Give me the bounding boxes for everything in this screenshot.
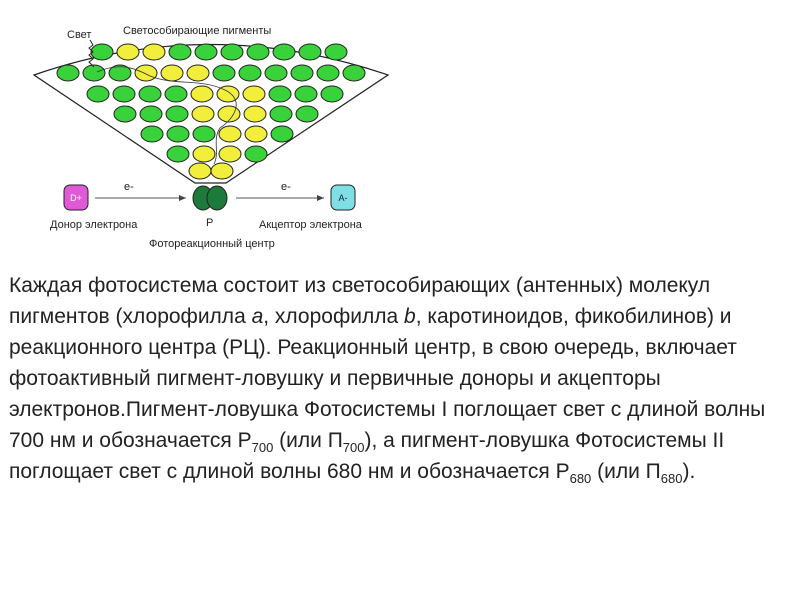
reaction-center-symbol: P xyxy=(206,217,214,229)
pigment-molecule xyxy=(265,65,287,81)
pigment-molecule xyxy=(219,146,241,162)
pigment-molecule xyxy=(117,44,139,60)
subscript-p680: 680 xyxy=(569,471,592,486)
pigment-molecule xyxy=(299,44,321,60)
pigment-molecule xyxy=(271,126,293,142)
pigment-molecule xyxy=(245,146,267,162)
pigment-molecule xyxy=(219,126,241,142)
pigment-molecule xyxy=(343,65,365,81)
text-part-2: , хлорофилла xyxy=(263,305,404,328)
pigment-molecule xyxy=(273,44,295,60)
pigment-molecule xyxy=(140,106,162,122)
pigment-molecule xyxy=(114,106,136,122)
reaction-center-right xyxy=(207,186,227,210)
pigment-molecule xyxy=(269,86,291,102)
pigment-molecule xyxy=(166,106,188,122)
subscript-p700: 700 xyxy=(251,440,274,455)
acceptor-symbol: A- xyxy=(338,193,348,203)
text-part-6: (или П xyxy=(591,460,661,483)
pigment-molecule xyxy=(295,86,317,102)
pigment-molecule xyxy=(325,44,347,60)
pigment-molecule xyxy=(187,65,209,81)
donor-symbol: D+ xyxy=(70,193,82,203)
pigment-molecule xyxy=(169,44,191,60)
pigment-molecule xyxy=(189,163,211,179)
pigment-molecule xyxy=(191,86,213,102)
pigment-molecule xyxy=(218,106,240,122)
text-part-3: , каротиноидов, фикобилинов) и реакционного центра (РЦ). Реакционный центр, в свою очередь, включает фотоактивный пигмент-ловушку и первичные доноры и акцепторы электронов.Пигмент-ловушка Фотосистемы I поглощает свет с длиной волны 700 нм и обозначается Р xyxy=(9,305,766,452)
donor-label: Донор электрона xyxy=(50,219,138,231)
pigment-molecule xyxy=(321,86,343,102)
pigment-molecule xyxy=(141,126,163,142)
pigment-molecule xyxy=(139,86,161,102)
subscript-pi680: 680 xyxy=(660,471,683,486)
pigment-molecule xyxy=(161,65,183,81)
pigment-molecule xyxy=(243,86,265,102)
pigment-molecule xyxy=(192,106,214,122)
pigment-molecule xyxy=(91,44,113,60)
pigment-molecule xyxy=(83,65,105,81)
text-part-1: Каждая фотосистема состоит из светособирающих (антенных) молекул пигментов (хлорофилла xyxy=(9,274,711,328)
light-label: Свет xyxy=(67,29,92,41)
pigment-molecule xyxy=(57,65,79,81)
pigments-label: Светособирающие пигменты xyxy=(123,25,272,37)
electron-label-left: e- xyxy=(124,181,134,193)
subscript-pi700: 700 xyxy=(342,440,365,455)
pigment-molecule xyxy=(135,65,157,81)
photosystem-diagram xyxy=(0,0,800,265)
pigment-molecule xyxy=(245,126,267,142)
text-part-7: ). xyxy=(682,460,696,483)
text-part-4: (или П xyxy=(273,429,343,452)
acceptor-label: Акцептор электрона xyxy=(259,219,362,231)
pigment-molecule xyxy=(244,106,266,122)
electron-label-right: e- xyxy=(281,181,291,193)
pigment-molecule xyxy=(211,163,233,179)
chlorophyll-a-letter: а xyxy=(251,305,264,328)
pigment-molecule xyxy=(143,44,165,60)
pigment-molecule xyxy=(317,65,339,81)
description-paragraph xyxy=(9,270,799,487)
reaction-center-label: Фотореакционный центр xyxy=(149,238,275,250)
pigment-molecule xyxy=(87,86,109,102)
pigment-molecule xyxy=(193,146,215,162)
pigment-molecule xyxy=(167,126,189,142)
pigment-molecule xyxy=(113,86,135,102)
pigment-molecule xyxy=(270,106,292,122)
pigment-molecule xyxy=(291,65,313,81)
pigment-molecule xyxy=(213,65,235,81)
chlorophyll-b-letter: b xyxy=(404,305,416,328)
pigment-molecule xyxy=(239,65,261,81)
pigment-molecule xyxy=(221,44,243,60)
pigment-molecule xyxy=(296,106,318,122)
pigment-molecule xyxy=(247,44,269,60)
pigment-molecule xyxy=(165,86,187,102)
pigment-molecule xyxy=(167,146,189,162)
pigment-molecule xyxy=(193,126,215,142)
text-part-5: ), а пигмент-ловушка Фотосистемы II поглощает свет с длиной волны 680 нм и обозначается Р xyxy=(9,429,725,483)
pigment-molecule xyxy=(195,44,217,60)
